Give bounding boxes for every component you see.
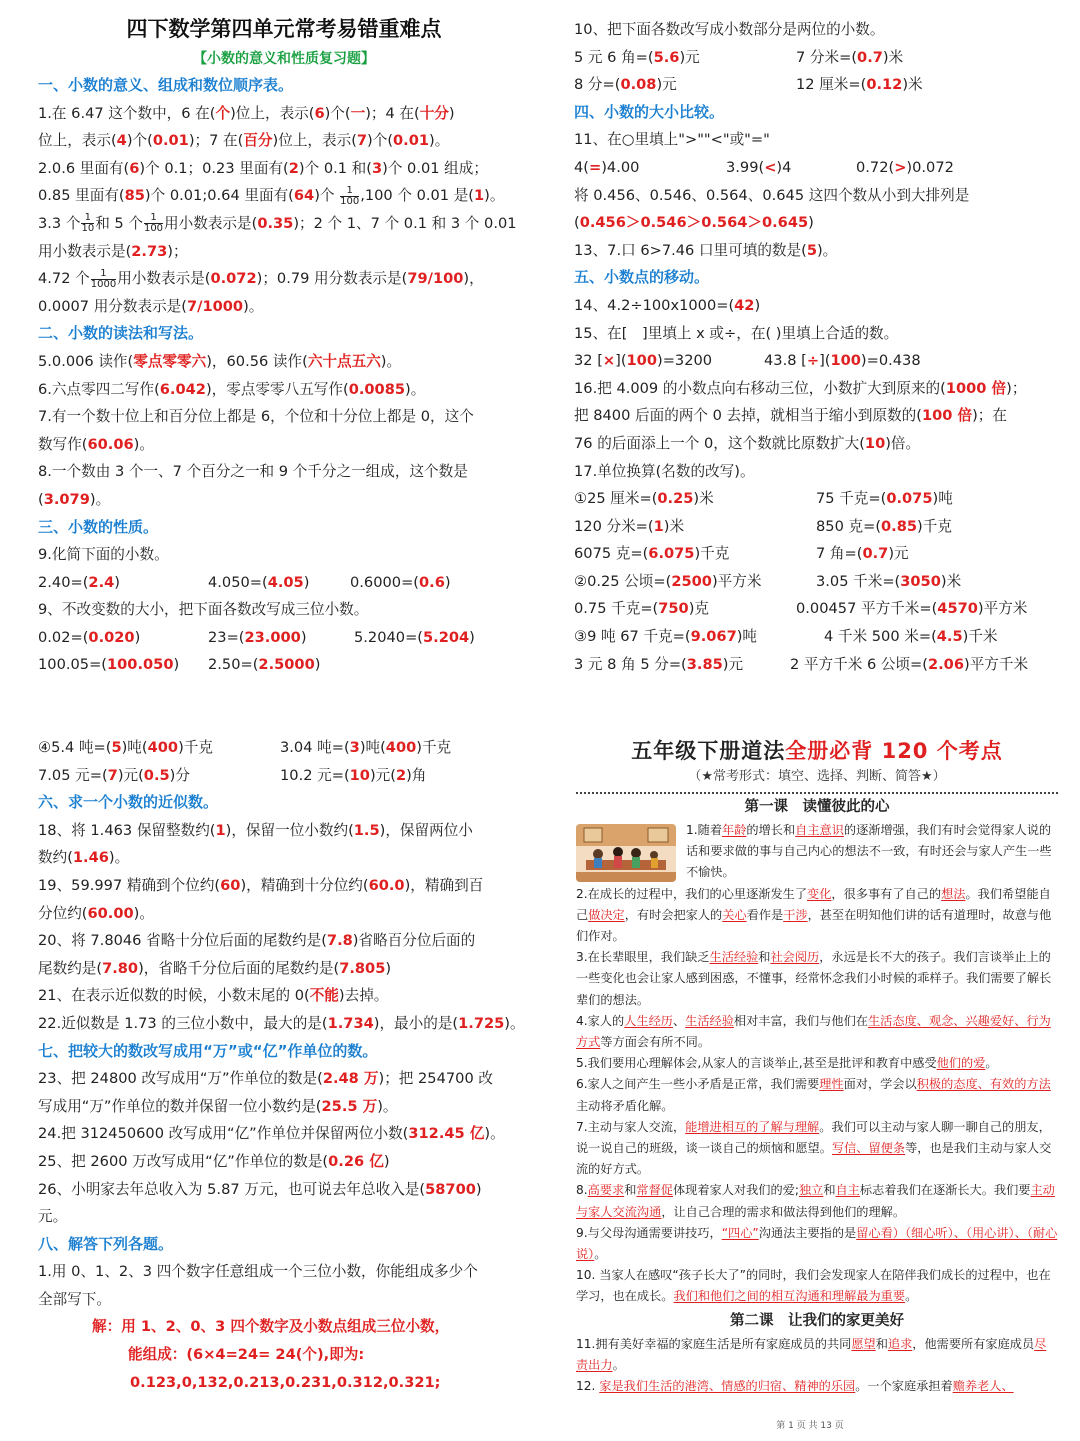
lesson-title: 第一课 读懂彼此的心 <box>744 799 890 815</box>
question-line: 8 分=(0.08)元 12 厘米=(0.12)米 <box>574 76 923 94</box>
section-subtitle: （★常考形式：填空、选择、判断、简答★） <box>688 769 946 784</box>
question-line: 11、在○里填上">""<"或"=" <box>574 131 770 149</box>
morality-law-review <box>540 720 1080 1441</box>
section-heading: 八、解答下列各题。 <box>38 1234 174 1253</box>
question-line: 数写作(60.06)。 <box>38 435 154 453</box>
point-1: 1.随着年龄的增长和自主意识的逐渐增强，我们有时会觉得家人说的话和要求做的事与自己内心的想法不一致，有时还会与家人产生一些不愉快。 <box>686 823 1052 880</box>
question-line: 0.0007 用分数表示是(7/1000)。 <box>38 297 264 315</box>
math-review-part1 <box>0 0 540 720</box>
question-line: 6075 克=(6.075)千克 7 角=(0.7)元 <box>574 545 909 563</box>
question-line: 20、将 7.8046 省略十分位后面的尾数约是(7.8)省略百分位后面的 <box>38 932 476 950</box>
page-title: 四下数学第四单元常考易错重难点 <box>126 17 442 41</box>
question-line: 7.05 元=(7)元(0.5)分 10.2 元=(10)元(2)角 <box>38 766 427 784</box>
question-line: 分位约(60.00)。 <box>38 904 154 922</box>
section-heading: 四、小数的大小比较。 <box>574 102 725 121</box>
question-line: 120 分米=(1)米 850 克=(0.85)千克 <box>574 517 952 535</box>
question-line: 8.一个数由 3 个一、7 个百分之一和 9 个千分之一组成，这个数是 <box>38 463 468 481</box>
question-line: ②0.25 公顷=(2500)平方米 3.05 千米=(3050)米 <box>574 572 962 590</box>
question-line: 1.在 6.47 这个数中，6 在(个)位上，表示(6)个(一)；4 在(十分) <box>38 104 455 122</box>
answer-line: 0.123,0,132,0.213,0.231,0.312,0.321; <box>130 1373 441 1391</box>
question-line: (3.079)。 <box>38 490 111 508</box>
page-subtitle: 【小数的意义和性质复习题】 <box>193 51 375 67</box>
question-line: ③9 吨 67 千克=(9.067)吨 4 千米 500 米=(4.5)千米 <box>574 628 998 646</box>
question-line: 0.85 里面有(85)个 0.01;0.64 里面有(64)个 $\frac{1}{100}$ ,100 个 0.01 是(1)。 <box>38 184 505 207</box>
answer-line: 能组成：(6×4=24= 24(个),即为: <box>128 1346 365 1364</box>
question-line: ①25 厘米=(0.25)米 75 千克=(0.075)吨 <box>574 490 953 508</box>
question-line: 数约(1.46)。 <box>38 849 130 867</box>
question-line: 2.0.6 里面有(6)个 0.1；0.23 里面有(2)个 0.1 和(3)个 0.01 组成； <box>38 159 488 177</box>
question-line: 位上，表示(4)个(0.01)；7 在(百分)位上，表示(7)个(0.01)。 <box>38 132 450 150</box>
section-title: 五年级下册道法全册必背 120 个考点 <box>631 739 1003 763</box>
point-5: 5.我们要用心理解体会,从家人的言谈举止,甚至是批评和教育中感受他们的爱。 <box>576 1056 998 1071</box>
question-line: 4.72 个 $\frac{1}{1000}$ 用小数表示是(0.072)；0.79 用分数表示是(79/100)， <box>38 267 484 290</box>
question-line: 尾数约是(7.80)，省略千分位后面的尾数约是(7.805) <box>38 959 392 977</box>
point-6: 6.家人之间产生一些小矛盾是正常，我们需要理性面对，学会以积极的态度、有效的方法主动将矛盾化解。 <box>576 1077 1051 1113</box>
question-line: 32 [×](100)=3200 43.8 [÷](100)=0.438 <box>574 352 921 370</box>
point-8: 8.高要求和常督促体现着家人对我们的爱;独立和自主标志着我们在逐渐长大。我们要主动与家人交流沟通，让自己合理的需求和做法得到他们的理解。 <box>576 1183 1055 1219</box>
point-7: 7.主动与家人交流，能增进相互的了解与理解。我们可以主动与家人聊一聊自己的朋友，说一说自己的班级，谈一谈自己的烦恼和愿望。写信、留便条等，也是我们主动与家人交流的好方式。 <box>576 1119 1052 1177</box>
question-line: 23、把 24800 改写成用“万”作单位的数是(2.48 万)；把 254700 改 <box>38 1070 493 1088</box>
point-9: 9.与父母沟通需要讲技巧，“四心”沟通法主要指的是留心看）（细心听）、（用心讲）、（耐心说）。 <box>576 1225 1058 1262</box>
page-footer: 第 1 页 共 13 页 <box>776 1421 844 1431</box>
question-line: 9、不改变数的大小，把下面各数改写成三位小数。 <box>38 601 369 619</box>
question-line: 2.40=(2.4) 4.050=(4.05) 0.6000=(0.6) <box>38 573 451 591</box>
question-line: 用小数表示是(2.73)； <box>38 242 188 260</box>
section-heading: 二、小数的读法和写法。 <box>38 324 204 343</box>
section-heading: 一、小数的意义、组成和数位顺序表。 <box>38 76 294 94</box>
section-heading: 三、小数的性质。 <box>38 517 159 536</box>
question-line: 4(=)4.00 3.99(<)4 0.72(>)0.072 <box>574 158 954 176</box>
question-line: 26、小明家去年总收入为 5.87 万元，也可说去年总收入是(58700) <box>38 1180 482 1198</box>
question-line: 22.近似数是 1.73 的三位小数中，最大的是(1.734)，最小的是(1.725)。 <box>38 1014 525 1032</box>
section-heading: 五、小数点的移动。 <box>574 268 710 287</box>
question-line: 24.把 312450600 改写成用“亿”作单位并保留两位小数(312.45 亿)。 <box>38 1125 505 1143</box>
section-heading: 六、求一个小数的近似数。 <box>38 793 219 812</box>
fraction: $\frac{1}{1000}$ <box>90 267 117 290</box>
question-line: 19、59.997 精确到个位约(60)，精确到十分位约(60.0)，精确到百 <box>38 876 484 894</box>
question-line: 16.把 4.009 的小数点向右移动三位，小数扩大到原来的(1000 倍)； <box>574 379 1027 397</box>
math-review-part3 <box>0 720 540 1441</box>
question-line: 元。 <box>38 1208 68 1226</box>
question-line: 把 8400 后面的两个 0 去掉，就相当于缩小到原数的(100 倍)；在 <box>574 407 1007 425</box>
math-review-part2 <box>540 0 1080 720</box>
point-3: 3.在长辈眼里，我们缺乏生活经验和社会阅历，永远是长不大的孩子。我们言谈举止上的一些变化也会让家人感到困惑，不懂事，经常怀念我们小时候的乖样子。我们需要了解长辈们的想法。 <box>576 950 1052 1007</box>
answer-line: 解：用 1、2、0、3 四个数字及小数点组成三位小数， <box>92 1318 450 1336</box>
question-line: ④5.4 吨=(5)吨(400)千克 3.04 吨=(3)吨(400)千克 <box>38 739 452 756</box>
question-line: 17.单位换算(名数的改写)。 <box>574 462 755 480</box>
question-line: 13、7.口 6>7.46 口里可填的数是(5)。 <box>574 241 838 259</box>
fraction: $\frac{1}{100}$ <box>143 212 164 235</box>
question-line: 7.有一个数十位上和百分位上都是 6，个位和十分位上都是 0，这个 <box>38 408 474 426</box>
point-10: 10. 当家人在感叹“孩子长大了”的同时，我们会发现家人在陪伴我们成长的过程中，也在学习，也在成长。我们和他们之间的相互沟通和理解最为重要。 <box>576 1268 1051 1304</box>
fraction: $\frac{1}{100}$ <box>340 184 360 207</box>
lesson-title: 第二课 让我们的家更美好 <box>730 1312 904 1329</box>
family-illustration <box>576 824 676 882</box>
question-line: 9.化简下面的小数。 <box>38 546 169 564</box>
question-line: 10、把下面各数改写成小数部分是两位的小数。 <box>574 21 885 38</box>
section-heading: 七、把较大的数改写成用“万”或“亿”作单位的数。 <box>38 1041 378 1060</box>
question-line: 0.02=(0.020) 23=(23.000) 5.2040=(5.204) <box>38 628 475 646</box>
question-line: 100.05=(100.050) 2.50=(2.5000) <box>38 656 321 674</box>
point-2: 2.在成长的过程中，我们的心里逐渐发生了变化，很多事有了自己的想法。我们希望能自己做决定，有时会把家人的关心看作是干涉，甚至在明知他们讲的话有道理时，故意与他们作对。 <box>576 886 1052 944</box>
question-line: 21、在表示近似数的时候，小数末尾的 0(不能)去掉。 <box>38 987 389 1005</box>
question-line: 6.六点零四二写作(6.042)，零点零零八五写作(0.0085)。 <box>38 380 426 398</box>
question-line: 25、把 2600 万改写成用“亿”作单位的数是(0.26 亿) <box>38 1152 390 1170</box>
point-11: 11.拥有美好幸福的家庭生活是所有家庭成员的共同愿望和追求，他需要所有家庭成员尽责出力。 <box>576 1336 1047 1372</box>
question-line: 0.75 千克=(750)克 0.00457 平方千米=(4570)平方米 <box>574 600 1028 618</box>
question-line: 写成用“万”作单位的数并保留一位小数约是(25.5 万)。 <box>38 1097 398 1115</box>
question-line: 18、将 1.463 保留整数约(1)，保留一位小数约(1.5)，保留两位小 <box>38 821 473 839</box>
lesson-intro <box>576 820 1058 884</box>
question-line: 全部写下。 <box>38 1290 111 1308</box>
question-line: 3.3 个 $\frac{1}{10}$ 和 5 个 $\frac{1}{100}$ 用小数表示是(0.35)；2 个 1、7 个 0.1 和 3 个 0.01 <box>38 212 517 235</box>
point-12: 12. 家是我们生活的港湾、情感的归宿、精神的乐园。一个家庭承担着赡养老人、 <box>576 1379 1014 1394</box>
point-4: 4.家人的人生经历、生活经验相对丰富，我们与他们在生活态度、观念、兴趣爱好、行为方式等方面会有所不同。 <box>576 1013 1051 1050</box>
question-line: 76 的后面添上一个 0，这个数就比原数扩大(10)倍。 <box>574 434 921 452</box>
question-line: (0.456＞0.546＞0.564＞0.645) <box>574 214 814 232</box>
question-line: 3 元 8 角 5 分=(3.85)元 2 平方千米 6 公顷=(2.06)平方千米 <box>574 655 1029 673</box>
question-line: 15、在[ ]里填上 x 或÷，在( )里填上合适的数。 <box>574 324 899 342</box>
question-line: 5 元 6 角=(5.6)元 7 分米=(0.7)米 <box>574 48 904 66</box>
question-line: 将 0.456、0.546、0.564、0.645 这四个数从小到大排列是 <box>574 186 970 204</box>
question-line: 5.0.006 读作(零点零零六)，60.56 读作(六十点五六)。 <box>38 352 402 370</box>
question-line: 1.用 0、1、2、3 四个数字任意组成一个三位小数，你能组成多少个 <box>38 1263 478 1281</box>
question-line: 14、4.2÷100x1000=(42) <box>574 296 761 314</box>
fraction: $\frac{1}{10}$ <box>81 212 95 235</box>
